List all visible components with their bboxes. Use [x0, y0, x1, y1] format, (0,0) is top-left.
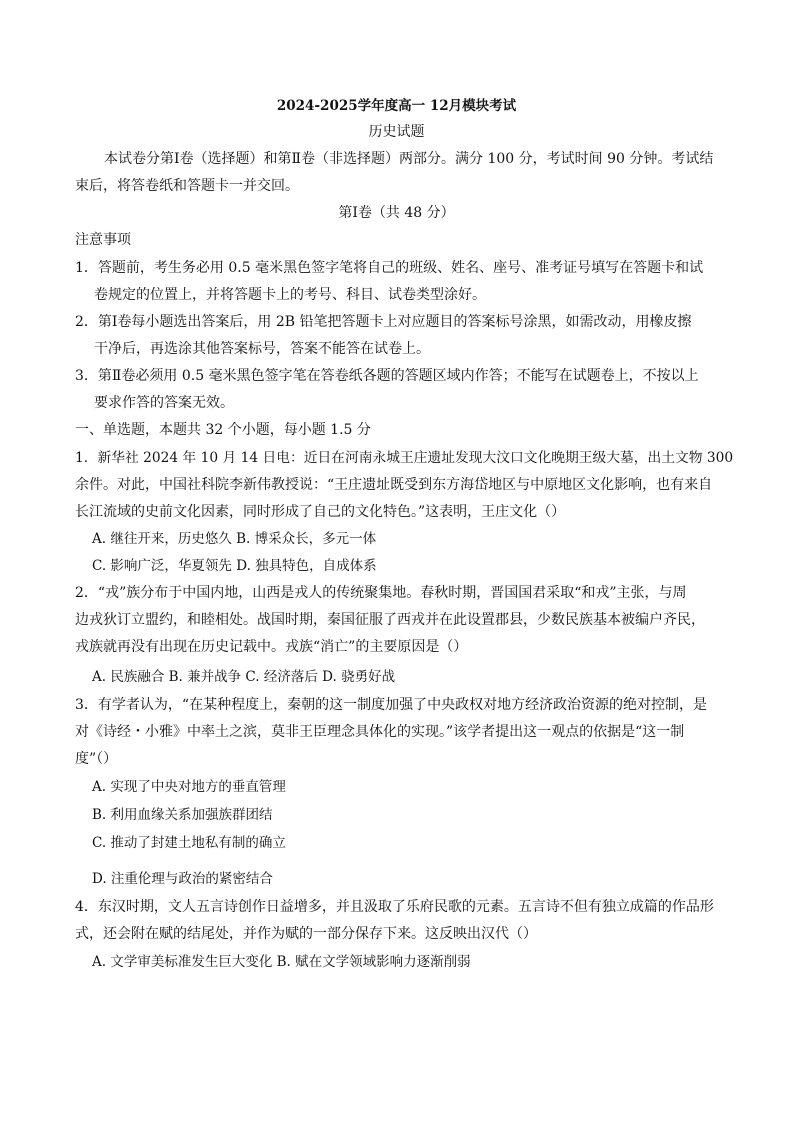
intro-line-1: 本试卷分第Ⅰ卷（选择题）和第Ⅱ卷（非选择题）两部分。满分 100 分，考试时间 90 分钟。考试结 [104, 151, 714, 167]
question-2-line-2: 边戎狄订立盟约，和睦相处。战国时期，秦国征服了西戎并在此设置郡县，少数民族基本被编户齐民， [75, 612, 705, 628]
section1-title: 第Ⅰ卷（共 48 分） [338, 205, 455, 221]
question-3-line-1: 3．有学者认为，“在某种程度上，秦朝的这一制度加强了中央政权对地方经济政治资源的绝对控制，是 [75, 697, 708, 713]
question-4-line-1: 4．东汉时期，文人五言诗创作日益增多，并且汲取了乐府民歌的元素。五言诗不但有独立成篇的作品形 [75, 899, 714, 915]
notes-title: 注意事项 [75, 232, 131, 248]
subject-title: 历史试题 [368, 124, 425, 140]
note-1-line-1: 1．答题前，考生务必用 0.5 毫米黑色签字笔将自己的班级、姓名、座号、准考证号填写在答题卡和试 [75, 260, 704, 276]
note-2-line-2: 干净后，再选涂其他答案标号，答案不能答在试卷上。 [94, 341, 430, 357]
question-1-line-1: 1．新华社 2024 年 10 月 14 日电：近日在河南永城王庄遗址发现大汶口文化晚期王级大墓，出土文物 300 [75, 450, 734, 466]
question-1-options-cd: C. 影响广泛，华夏领先 D. 独具特色，自成体系 [92, 558, 377, 574]
note-3-line-2: 要求作答的答案无效。 [94, 395, 234, 411]
exam-title: 2024-2025学年度高一 12月模块考试 [276, 98, 517, 114]
intro-line-2: 束后，将答卷纸和答题卡一并交回。 [75, 178, 299, 194]
question-4-options-ab: A. 文学审美标准发生巨大变化 B. 赋在文学领域影响力逐渐削弱 [92, 954, 471, 970]
question-4-line-2: 式，还会附在赋的结尾处，并作为赋的一部分保存下来。这反映出汉代（） [75, 926, 537, 942]
note-1-line-2: 卷规定的位置上，并将答题卡上的考号、科目、试卷类型涂好。 [94, 287, 486, 303]
question-1-line-3: 长江流域的史前文化因素，同时形成了自己的文化特色。”这表明，王庄文化（） [75, 504, 566, 520]
question-2-line-3: 戎族就再没有出现在历史记载中。戎族“消亡”的主要原因是（） [75, 639, 468, 655]
question-1-line-2: 余件。对此，中国社科院李新伟教授说：“王庄遗址既受到东方海岱地区与中原地区文化影响，也有来自 [75, 477, 713, 493]
question-3-option-d: D. 注重伦理与政治的紧密结合 [92, 871, 273, 887]
question-3-option-b: B. 利用血缘关系加强族群团结 [92, 807, 273, 823]
question-3-line-3: 度”（） [75, 751, 118, 767]
note-3-line-1: 3．第Ⅱ卷必须用 0.5 毫米黑色签字笔在答卷纸各题的答题区域内作答；不能写在试题卷上，不按以上 [75, 368, 699, 384]
question-1-options-ab: A. 继往开来，历史悠久 B. 博采众长，多元一体 [92, 531, 377, 547]
question-2-options: A. 民族融合 B. 兼并战争 C. 经济落后 D. 骁勇好战 [92, 669, 396, 685]
part1-title: 一、单选题，本题共 32 个小题，每小题 1.5 分 [75, 422, 371, 438]
question-3-option-a: A. 实现了中央对地方的垂直管理 [92, 779, 286, 795]
question-3-line-2: 对《诗经・小雅》中率土之滨，莫非王臣理念具体化的实现。”该学者提出这一观点的依据是“这一制 [75, 724, 685, 740]
question-2-line-1: 2．“戎”族分布于中国内地，山西是戎人的传统聚集地。春秋时期，晋国国君采取“和戎”主张，与周 [75, 585, 687, 601]
note-2-line-1: 2．第Ⅰ卷每小题选出答案后，用 2B 铅笔把答题卡上对应题目的答案标号涂黑，如需改动，用橡皮擦 [75, 314, 692, 330]
question-3-option-c: C. 推动了封建土地私有制的确立 [92, 835, 286, 851]
